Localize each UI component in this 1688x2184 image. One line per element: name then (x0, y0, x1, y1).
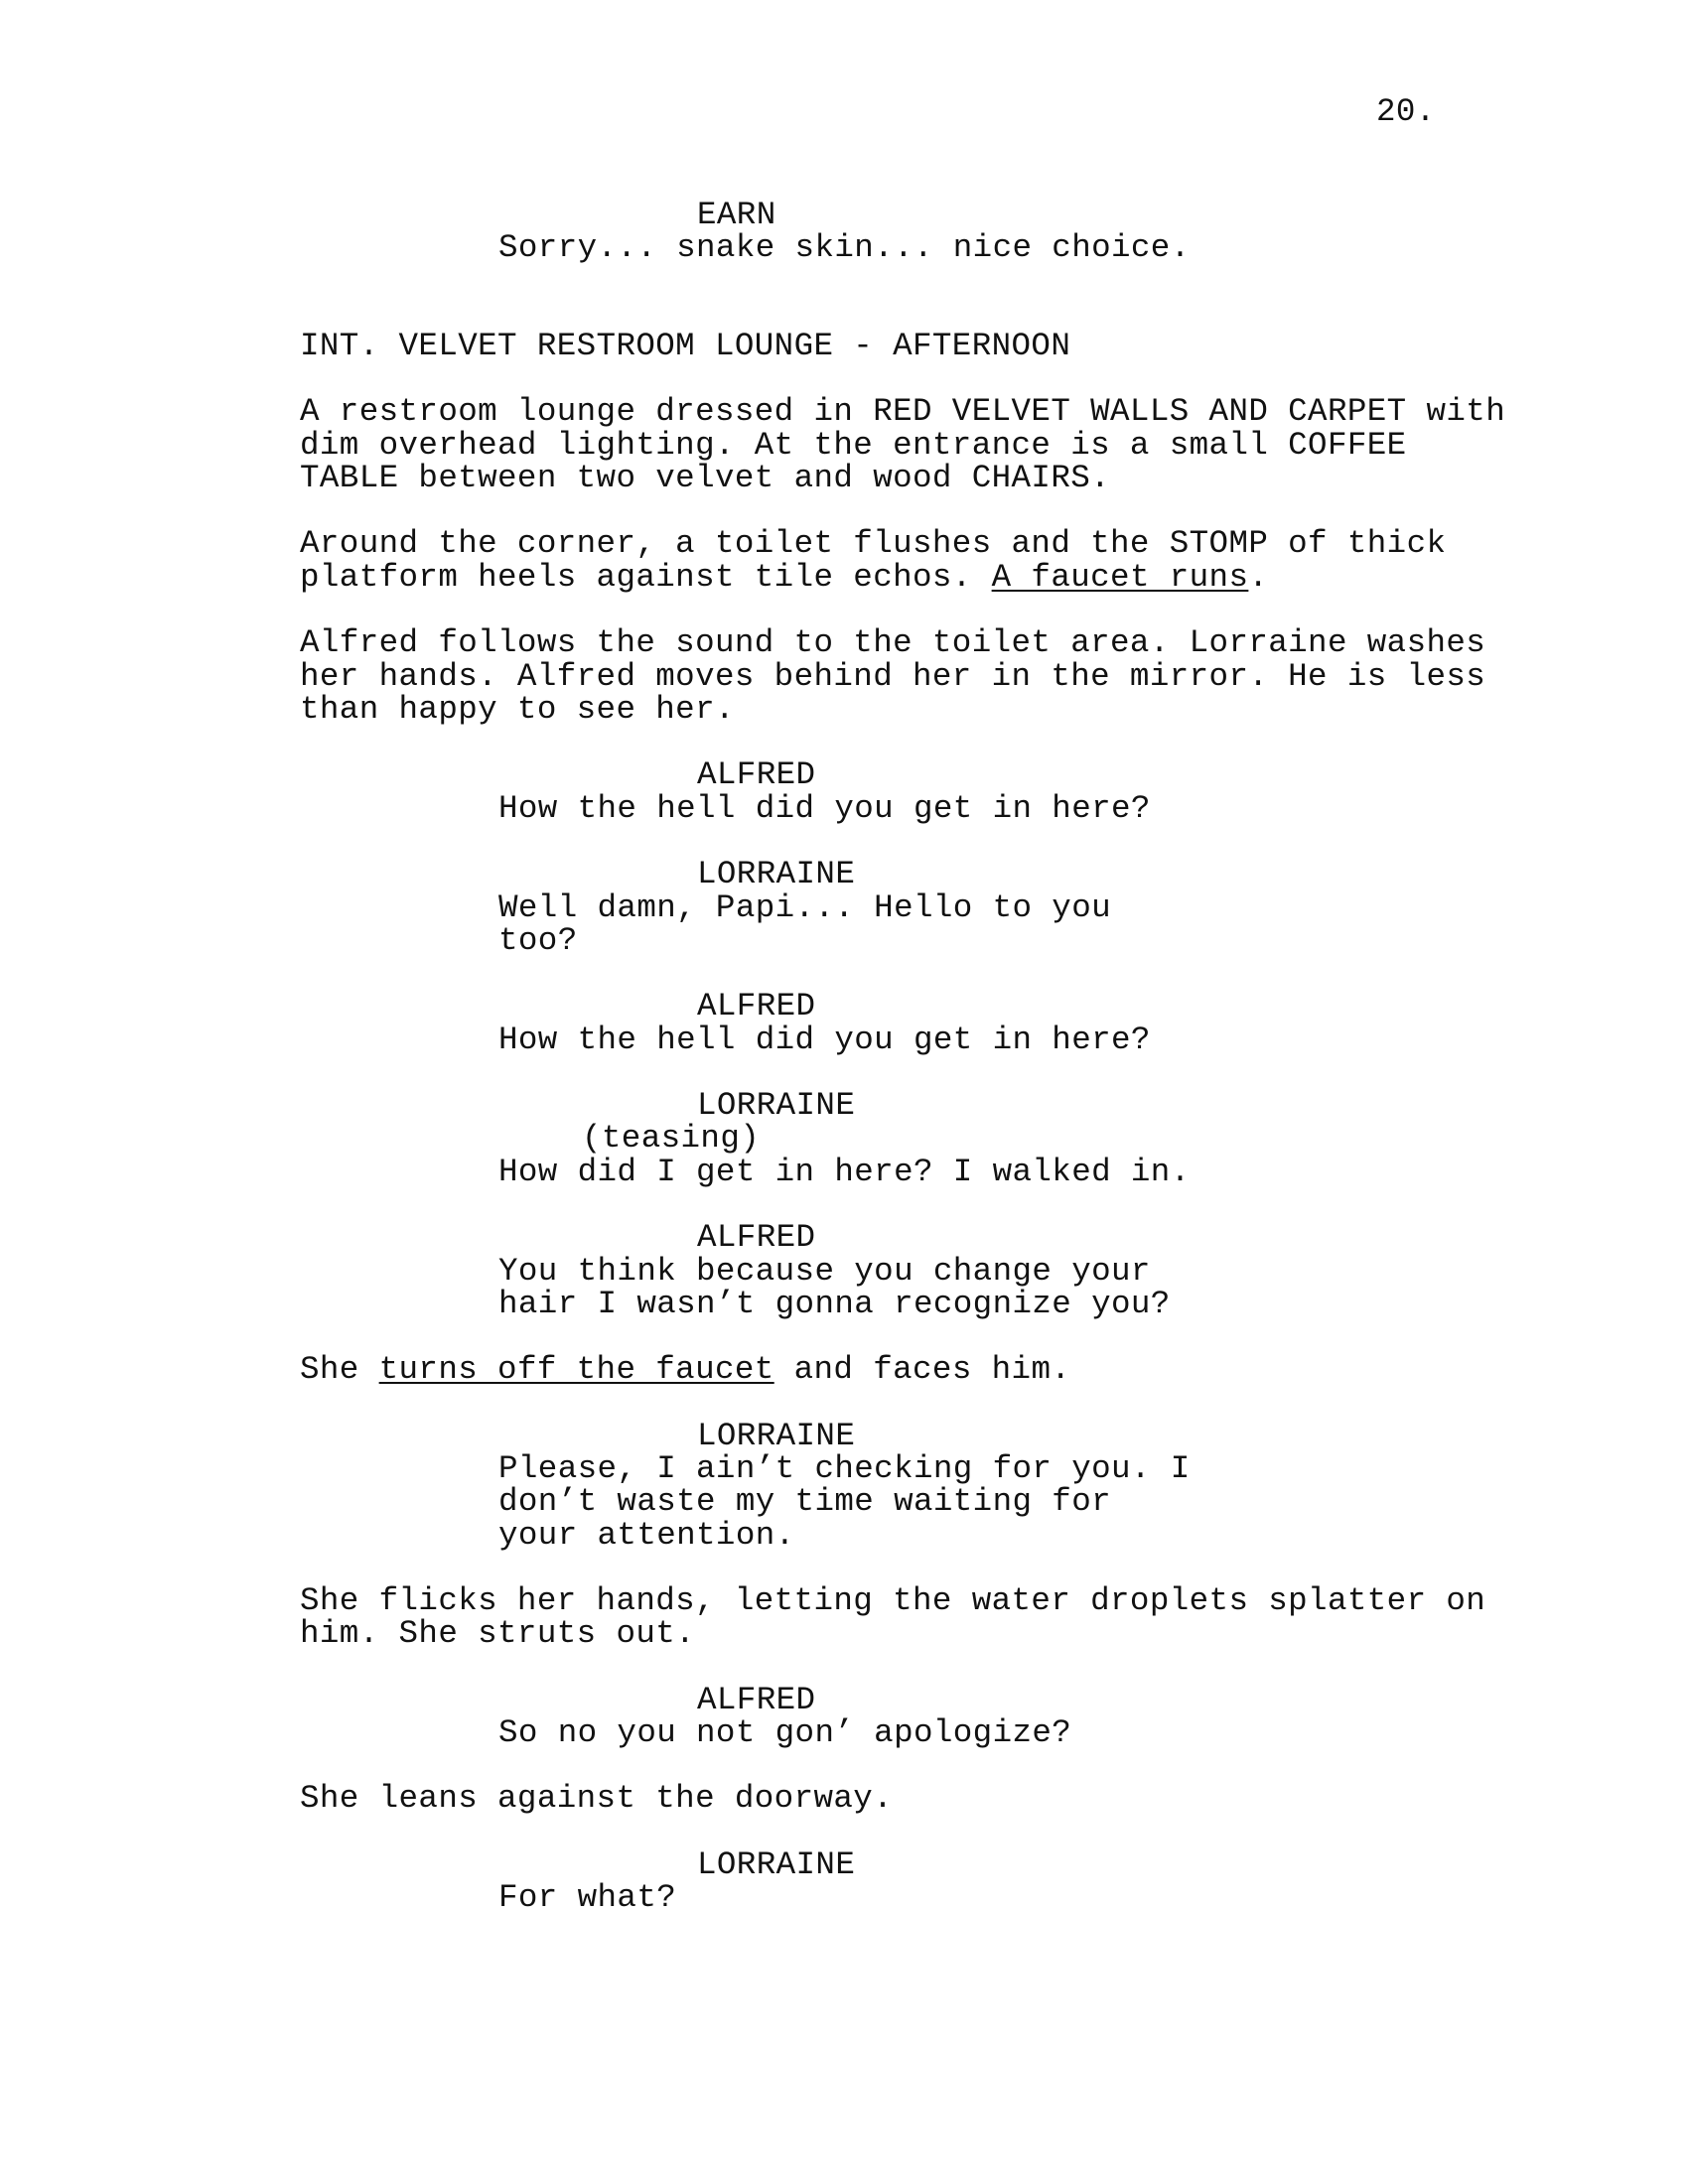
dialogue-line: So no you not gon’ apologize? (498, 1714, 1072, 1751)
action-line: dim overhead lighting. At the entrance is a small COFFEE (300, 427, 1407, 464)
character-cue-alfred: ALFRED (697, 1219, 816, 1256)
action-line: She leans against the doorway. (300, 1780, 894, 1817)
dialogue-line: You think because you change your (498, 1253, 1151, 1290)
character-cue-alfred: ALFRED (697, 756, 816, 793)
dialogue-line: too? (498, 922, 578, 959)
dialogue-line: hair I wasn’t gonna recognize you? (498, 1286, 1171, 1322)
dialogue-line: How the hell did you get in here? (498, 1022, 1151, 1058)
page-number: 20. (1376, 93, 1436, 130)
action-text: . (1248, 559, 1269, 596)
character-cue-lorraine: LORRAINE (697, 856, 856, 892)
underlined-text: turns off the faucet (378, 1351, 774, 1388)
underlined-text: A faucet runs (991, 559, 1249, 596)
dialogue-line: How did I get in here? I walked in. (498, 1154, 1191, 1190)
character-cue-lorraine: LORRAINE (697, 1418, 856, 1454)
action-line: A restroom lounge dressed in RED VELVET WALLS AND CARPET with (300, 393, 1506, 430)
action-line: than happy to see her. (300, 691, 735, 728)
action-text: and faces him. (774, 1351, 1071, 1388)
action-line: TABLE between two velvet and wood CHAIRS. (300, 460, 1111, 496)
dialogue-line: Please, I ain’t checking for you. I (498, 1450, 1191, 1487)
action-line (300, 1353, 1070, 1386)
dialogue-line: How the hell did you get in here? (498, 790, 1151, 827)
action-line: Alfred follows the sound to the toilet area. Lorraine washes (300, 624, 1486, 661)
dialogue-line: your attention. (498, 1517, 795, 1554)
dialogue-line: Well damn, Papi... Hello to you (498, 889, 1111, 926)
character-cue-alfred: ALFRED (697, 988, 816, 1024)
action-text: platform heels against tile echos. (300, 559, 992, 596)
dialogue-line: Sorry... snake skin... nice choice. (498, 229, 1191, 266)
character-cue-lorraine: LORRAINE (697, 1087, 856, 1124)
action-line: her hands. Alfred moves behind her in the mirror. He is less (300, 658, 1486, 695)
scene-heading: INT. VELVET RESTROOM LOUNGE - AFTERNOON (300, 328, 1071, 364)
character-cue-lorraine: LORRAINE (697, 1846, 856, 1883)
dialogue-line: For what? (498, 1879, 677, 1916)
action-line: She flicks her hands, letting the water droplets splatter on (300, 1582, 1486, 1619)
character-cue-earn: EARN (697, 197, 776, 233)
parenthetical: (teasing) (582, 1120, 761, 1157)
character-cue-alfred: ALFRED (697, 1682, 816, 1718)
action-text: She (300, 1351, 379, 1388)
action-line: him. She struts out. (300, 1615, 696, 1652)
action-line (300, 561, 1268, 594)
action-line: Around the corner, a toilet flushes and the STOMP of thick (300, 525, 1447, 562)
dialogue-line: don’t waste my time waiting for (498, 1483, 1111, 1520)
